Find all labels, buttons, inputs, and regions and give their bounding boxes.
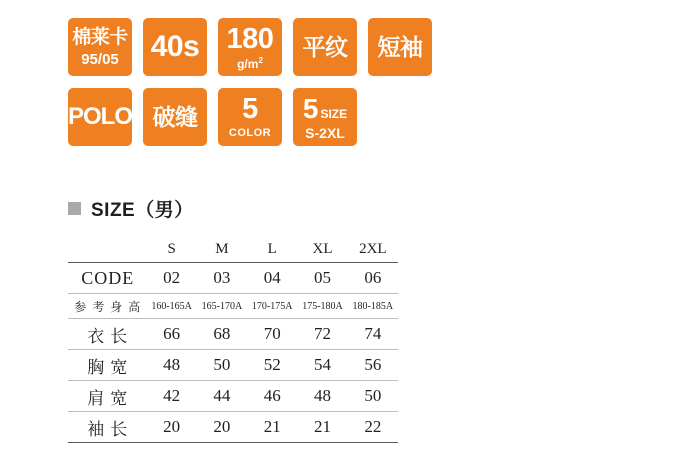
badge-fabric-main: 棉莱卡 [72,26,128,48]
badge-seam-main: 破缝 [152,103,198,130]
badge-style [68,88,132,146]
size-table-row-label: 胸宽 [68,350,146,381]
size-chart-title: SIZE（男） [91,200,194,221]
size-table-cell: 04 [247,263,297,294]
size-table-cell: 21 [297,412,347,443]
size-table-cell: 175-180A [297,294,347,319]
size-table-cell: 70 [247,319,297,350]
size-table-header-cell: M [215,240,229,257]
size-table-row-label: 参考身高 [68,294,146,319]
spec-badge-row-1 [68,18,432,76]
size-table-cell: 46 [247,381,297,412]
size-table-row-label: 衣长 [68,319,146,350]
badge-color-count-main: 5 [242,93,258,125]
badge-size-count-line1 [302,92,348,124]
badge-weave [293,18,357,76]
badge-weight-main: 180 [226,22,274,55]
size-table-cell: 72 [297,319,347,350]
badge-weight [218,18,282,76]
size-table-header-row [68,236,398,262]
badge-style-main: POLO [68,103,132,130]
badge-sleeve [368,18,432,76]
badge-sleeve-main: 短袖 [377,33,423,60]
size-table-row [68,294,398,319]
size-table-cell: 42 [146,381,196,412]
size-table-header-cell: XL [312,240,333,257]
size-table-cell: 50 [197,350,247,381]
badge-seam [143,88,207,146]
badge-fabric-sub: 95/05 [81,50,119,68]
size-table-cell: 170-175A [247,294,297,319]
size-table-cell: 02 [146,263,196,294]
size-table-cell: 74 [348,319,398,350]
size-table-cell: 160-165A [146,294,196,319]
size-chart-section [68,195,408,443]
badge-size-count-range: S-2XL [305,124,345,141]
badge-yarn-count [143,18,207,76]
badge-weight-unit: $g/m^2$ [237,55,263,71]
size-table-row-label: 袖长 [68,412,146,443]
size-table [68,236,398,443]
badge-size-count [293,88,357,146]
size-table-row [68,412,398,443]
badge-color-count-sub: COLOR [228,127,272,139]
size-table-row [68,381,398,412]
size-table-cell: 20 [197,412,247,443]
size-table-row [68,350,398,381]
size-table-corner-cell [68,236,146,262]
size-table-cell: 52 [247,350,297,381]
size-table-cell: 20 [146,412,196,443]
size-table-cell: 06 [348,263,398,294]
size-table-row-label: CODE [68,263,146,294]
badge-yarn-count-main: 40s [150,30,200,63]
spec-badge-row-2 [68,88,432,146]
size-table-header-cell: S [167,240,176,257]
badge-size-count-num: 5 [302,92,319,124]
size-table-row [68,263,398,294]
size-table-cell: 21 [247,412,297,443]
size-table-row [68,319,398,350]
size-table-cell: 66 [146,319,196,350]
spec-badge-group [68,18,432,158]
badge-fabric [68,18,132,76]
size-table-cell: 50 [348,381,398,412]
size-table-header-cell: L [267,240,277,257]
badge-color-count [218,88,282,146]
badge-weave-main: 平纹 [302,33,348,60]
size-table-row-label: 肩宽 [68,381,146,412]
square-bullet-icon [68,202,81,215]
size-table-cell: 48 [297,381,347,412]
size-table-cell: 22 [348,412,398,443]
size-table-cell: 03 [197,263,247,294]
size-table-cell: 180-185A [348,294,398,319]
badge-size-count-word: SIZE [320,106,348,121]
size-table-cell: 56 [348,350,398,381]
size-table-cell: 165-170A [197,294,247,319]
size-table-cell: 48 [146,350,196,381]
size-table-cell: 44 [197,381,247,412]
size-table-cell: 54 [297,350,347,381]
size-table-cell: 68 [197,319,247,350]
size-table-cell: 05 [297,263,347,294]
size-table-header-cell: 2XL [359,240,387,257]
size-chart-heading [68,195,408,222]
